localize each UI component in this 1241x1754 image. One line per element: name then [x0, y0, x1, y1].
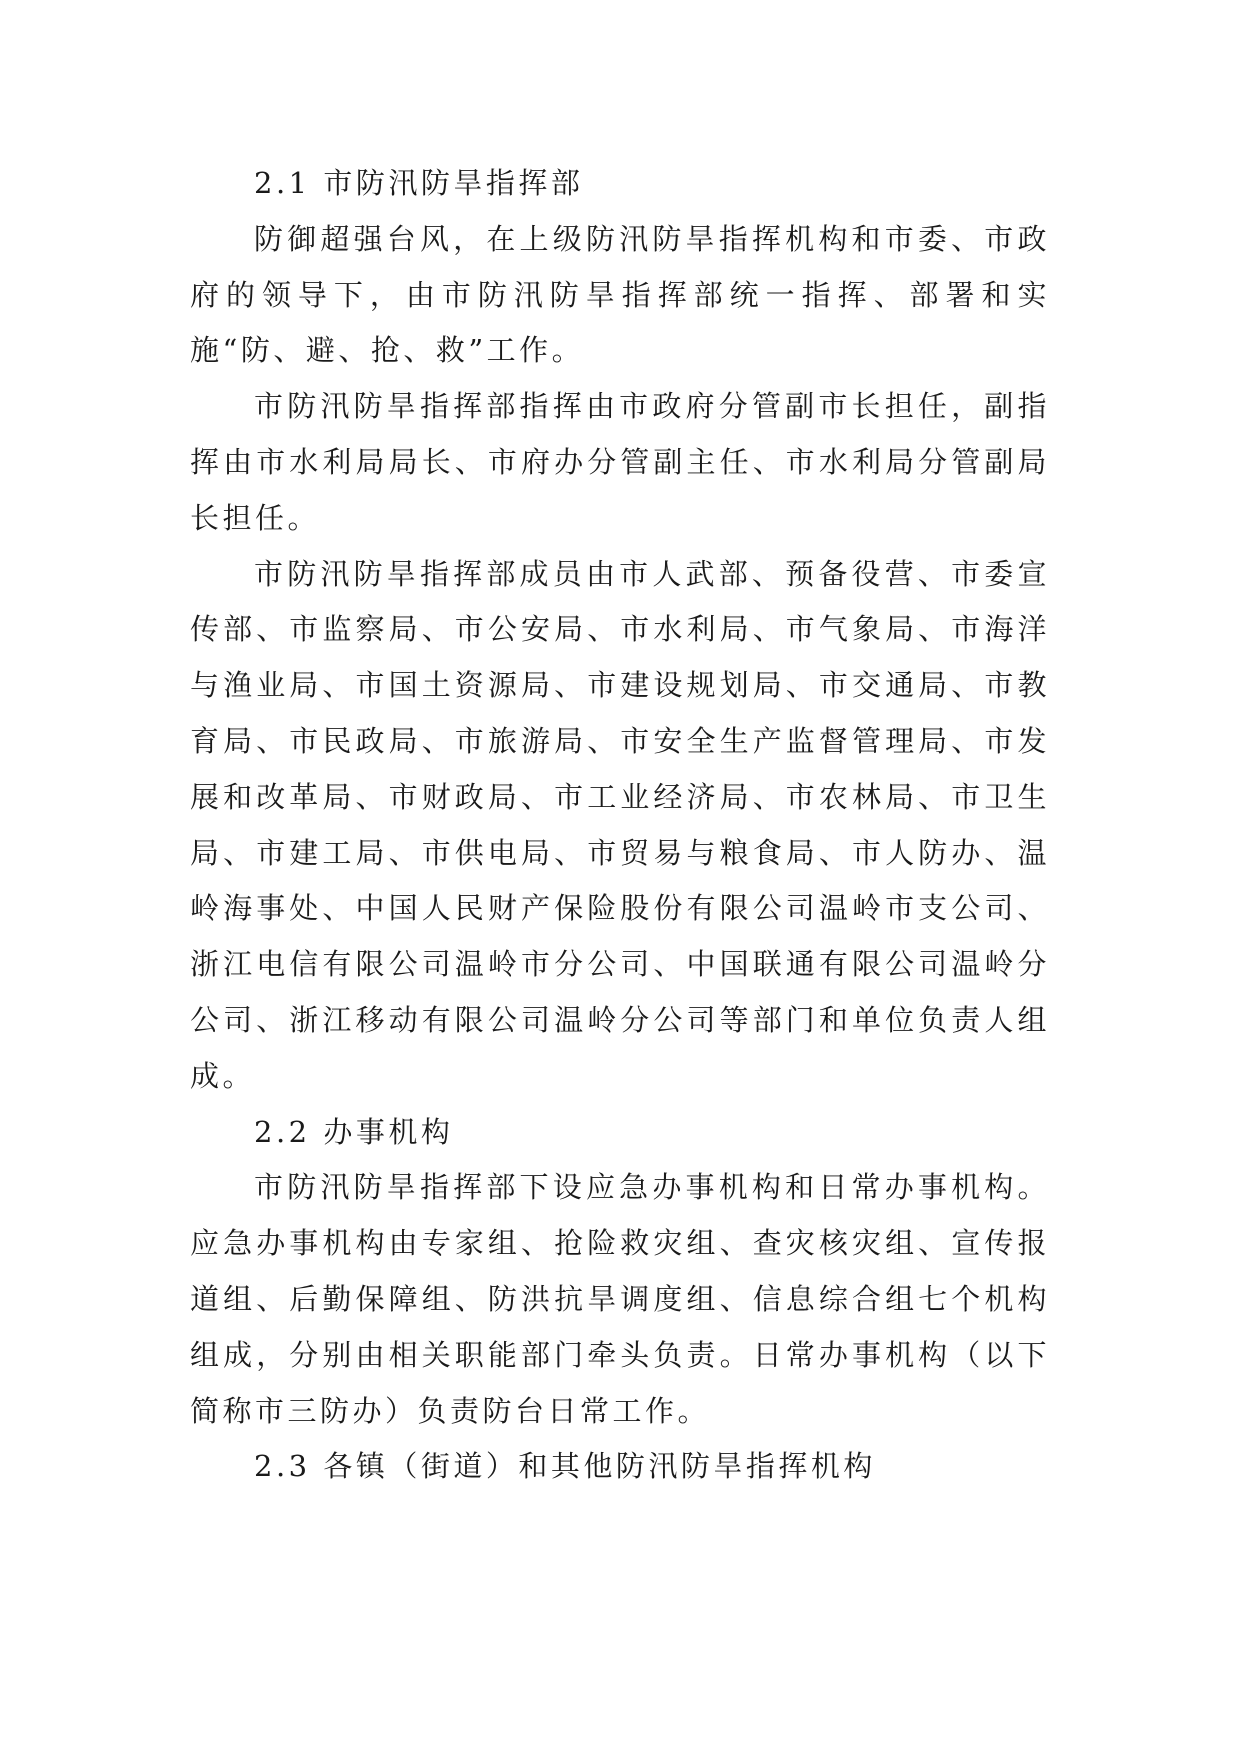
paragraph-defense-leadership: 防御超强台风，在上级防汛防旱指挥机构和市委、市政府的领导下，由市防汛防旱指挥部统一指挥、部署和实施“防、避、抢、救”工作。 [190, 221, 1050, 368]
section-heading-2-2: 2.2 办事机构 [254, 1114, 454, 1149]
section-heading-2-1: 2.1 市防汛防旱指挥部 [254, 166, 584, 200]
paragraph-members: 市防汛防旱指挥部成员由市人武部、预备役营、市委宣传部、市监察局、市公安局、市水利局、市气象局、市海洋与渔业局、市国土资源局、市建设规划局、市交通局、市教育局、市民政局、市旅游局、市安全生产监督管理局、市发展和改革局、市财政局、市工业经济局、市农林局、市卫生局、市建工局、市供电局、市贸易与粮食局、市人防办、温岭海事处、中国人民财产保险股份有限公司温岭市支公司、浙江电信有限公司温岭市分公司、中国联通有限公司温岭分公司、浙江移动有限公司温岭分公司等部门和单位负责人组成。 [190, 556, 1050, 1093]
paragraph-offices: 市防汛防旱指挥部下设应急办事机构和日常办事机构。应急办事机构由专家组、抢险救灾组、查灾核灾组、宣传报道组、后勤保障组、防洪抗旱调度组、信息综合组七个机构组成，分别由相关职能部门牵头负责。日常办事机构（以下简称市三防办）负责防台日常工作。 [190, 1170, 1050, 1428]
section-heading-2-3: 2.3 各镇（街道）和其他防汛防旱指挥机构 [254, 1449, 876, 1484]
document-body [190, 156, 1050, 1495]
paragraph-commander: 市防汛防旱指挥部指挥由市政府分管副市长担任，副指挥由市水利局局长、市府办分管副主任、市水利局分管副局长担任。 [190, 389, 1050, 535]
